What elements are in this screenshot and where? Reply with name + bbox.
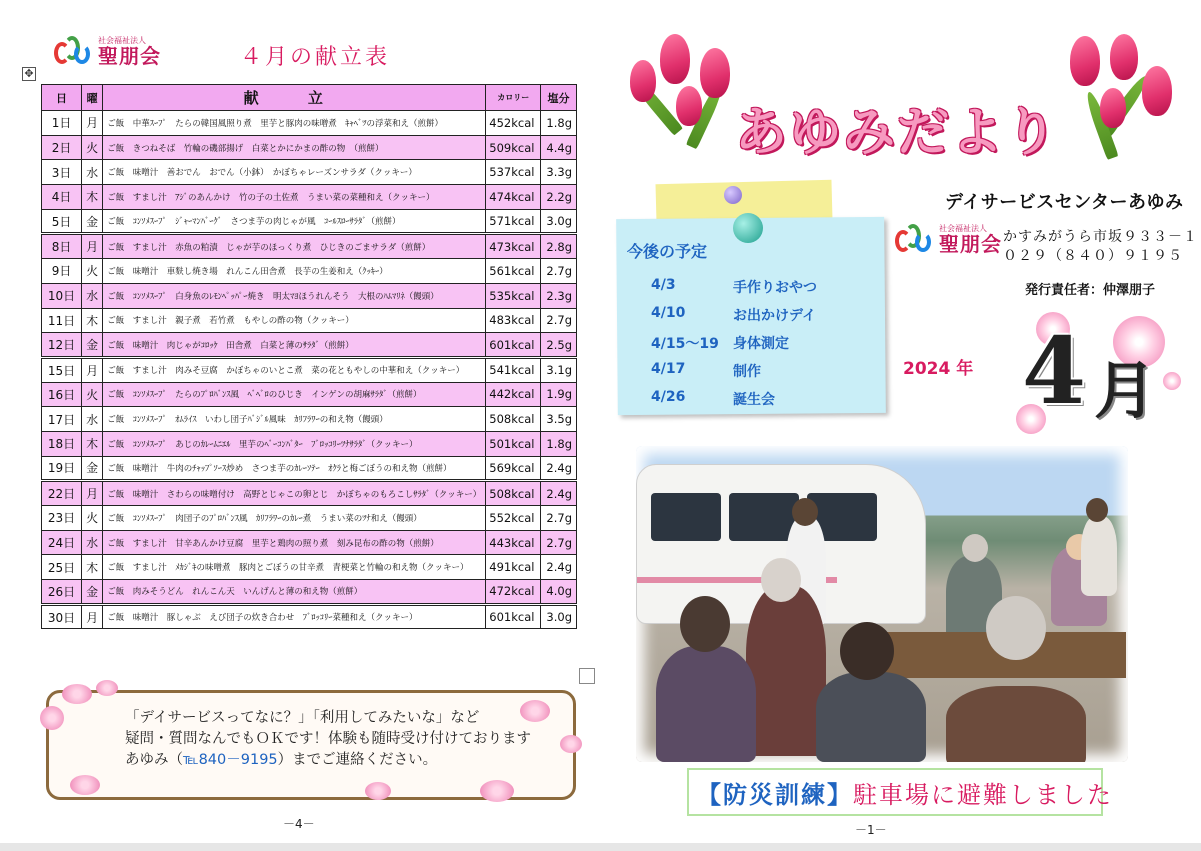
menu-weekday: 木 (82, 431, 103, 456)
menu-salt: 3.0g (541, 209, 577, 234)
menu-row (42, 431, 577, 456)
tulip-icon (1070, 36, 1100, 86)
menu-day: 10日 (42, 283, 82, 308)
menu-calories: 552kcal (486, 506, 541, 531)
menu-day: 5日 (42, 209, 82, 234)
menu-row (42, 407, 577, 432)
schedule-event: 手作りおやつ (733, 280, 817, 296)
event-photo (636, 446, 1128, 762)
menu-salt: 1.8g (541, 431, 577, 456)
menu-weekday: 金 (82, 333, 103, 358)
bottom-scrollbar[interactable] (0, 843, 1201, 851)
menu-day: 9日 (42, 259, 82, 284)
menu-items: ご飯 すまし汁 ｱｼﾞのあんかけ 竹の子の土佐煮 うまい菜の菜種和え（クッキー） (103, 185, 486, 210)
pushpin-icon (733, 213, 763, 243)
tulip-icon (1142, 66, 1172, 116)
menu-salt: 2.2g (541, 185, 577, 210)
blossom-icon (70, 775, 100, 795)
menu-items: ご飯 肉みそうどん れんこん天 いんげんと薄の和え物（煎餅） (103, 580, 486, 605)
menu-items: ご飯 ｺﾝｿﾒｽｰﾌﾟ あじのｶﾚｰﾑﾆｴﾙ 里芋のﾍﾞｰｺﾝﾊﾞﾀｰ ﾌﾞﾛｯｺﾘｰﾂﾅｻﾗﾀﾞ（クッキー） (103, 431, 486, 456)
menu-row (42, 530, 577, 555)
menu-weekday: 火 (82, 506, 103, 531)
menu-weekday: 月 (82, 234, 103, 259)
schedule-event: 制作 (733, 364, 761, 380)
schedule-date: 4/15～19 (651, 336, 719, 352)
menu-salt: 4.4g (541, 135, 577, 160)
menu-row (42, 506, 577, 531)
month-suffix: 月 (1094, 354, 1157, 427)
menu-items: ご飯 味噌汁 肉じゃがｺﾛｯｹ 田舎煮 白菜と薄のｻﾗﾀﾞ（煎餅） (103, 333, 486, 358)
menu-items: ご飯 すまし汁 赤魚の粕漬 じゃが芋のほっくり煮 ひじきのごまサラダ（煎餅） (103, 234, 486, 259)
menu-row (42, 185, 577, 210)
menu-day: 24日 (42, 530, 82, 555)
menu-calories: 509kcal (486, 135, 541, 160)
menu-salt: 2.7g (541, 308, 577, 333)
menu-row (42, 580, 577, 605)
menu-day: 4日 (42, 185, 82, 210)
menu-day: 2日 (42, 135, 82, 160)
menu-row (42, 234, 577, 259)
menu-items: ご飯 ｺﾝｿﾒｽｰﾌﾟ ｵﾑﾗｲｽ いわし団子ﾊﾞｼﾞﾙ風味 ｶﾘﾌﾗﾜｰの和え物（饅頭） (103, 407, 486, 432)
menu-items: ご飯 ｺﾝｿﾒｽｰﾌﾟ たらのﾌﾟﾛﾊﾞﾝｽ風 ﾍﾞﾍﾞﾛのひじき インゲンの胡麻ｻﾗﾀﾞ（煎餅） (103, 382, 486, 407)
menu-row (42, 604, 577, 629)
menu-items: ご飯 味噌汁 さわらの味噌付け 高野とじゃこの卵とじ かぼちゃのもろこしｻﾗﾀﾞ（クッキー） (103, 481, 486, 506)
notice-line-3: あゆみ（℡840－9195）までご連絡ください。 (125, 752, 438, 768)
menu-items: ご飯 すまし汁 親子煮 若竹煮 もやしの酢の物（クッキー） (103, 308, 486, 333)
schedule-date: 4/17 (651, 361, 686, 377)
logo-org-type: 社会福祉法人 (939, 223, 987, 233)
notice-line-2: 疑問・質問なんでもＯＫです！体験も随時受け付けております (125, 731, 531, 747)
right-page-number: －1－ (855, 823, 887, 837)
menu-weekday: 月 (82, 481, 103, 506)
menu-row (42, 111, 577, 136)
menu-salt: 2.4g (541, 555, 577, 580)
header-dow: 曜 (82, 85, 103, 111)
menu-items: ご飯 ｺﾝｿﾒｽｰﾌﾟ ｼﾞｬｰﾏﾝﾊﾞｰｸﾞ さつま芋の肉じゃが風 ｺｰﾙｽﾛｰｻﾗﾀﾞ（煎餅） (103, 209, 486, 234)
menu-calories: 474kcal (486, 185, 541, 210)
logo-org-name: 聖朋会 (98, 43, 161, 68)
year: 2024 年 (903, 359, 974, 379)
menu-day: 1日 (42, 111, 82, 136)
tulip-icon (660, 34, 690, 84)
menu-salt: 2.5g (541, 333, 577, 358)
menu-weekday: 水 (82, 530, 103, 555)
menu-calories: 442kcal (486, 382, 541, 407)
caption-tag: 【防災訓練】 (697, 781, 853, 809)
photo-caption (697, 775, 1113, 810)
menu-weekday: 月 (82, 357, 103, 382)
menu-calories: 571kcal (486, 209, 541, 234)
menu-items: ご飯 すまし汁 ﾒｶｼﾞｷの味噌煮 豚肉とごぼうの甘辛煮 青梗菜と竹輪の和え物（クッキー） (103, 555, 486, 580)
menu-items: ご飯 すまし汁 甘辛あんかけ豆腐 里芋と鶏肉の照り煮 刻み昆布の酢の物（煎餅） (103, 530, 486, 555)
pushpin-icon (724, 186, 742, 204)
notice-line-1: 「デイサービスってなに？」「利用してみたいな」など (125, 710, 480, 726)
menu-calories: 535kcal (486, 283, 541, 308)
notice-phone: ℡840－9195 (183, 752, 278, 768)
menu-items: ご飯 味噌汁 車麩し焼き場 れんこん田舎煮 長芋の生姜和え（ｸｯｷｰ） (103, 259, 486, 284)
menu-day: 22日 (42, 481, 82, 506)
menu-weekday: 火 (82, 259, 103, 284)
publisher: 発行責任者：仲澤朋子 (1025, 283, 1156, 298)
menu-salt: 2.7g (541, 530, 577, 555)
menu-items: ご飯 味噌汁 牛肉のﾁｬｯﾌﾟｿｰｽ炒め さつま芋のｶﾚｰｿﾃｰ ｵｸﾗと梅ごぼうの和え物（煎餅） (103, 456, 486, 481)
menu-row (42, 135, 577, 160)
logo-org-name: 聖朋会 (939, 231, 1002, 256)
menu-day: 11日 (42, 308, 82, 333)
schedule-date: 4/10 (651, 305, 686, 321)
menu-calories: 472kcal (486, 580, 541, 605)
table-move-handle-icon[interactable]: ✥ (22, 67, 36, 81)
menu-day: 26日 (42, 580, 82, 605)
menu-weekday: 金 (82, 456, 103, 481)
table-resize-handle[interactable] (579, 668, 595, 684)
menu-day: 16日 (42, 382, 82, 407)
menu-weekday: 金 (82, 580, 103, 605)
menu-calories: 601kcal (486, 604, 541, 629)
menu-calories: 508kcal (486, 481, 541, 506)
menu-salt: 2.3g (541, 283, 577, 308)
menu-weekday: 水 (82, 407, 103, 432)
menu-salt: 1.8g (541, 111, 577, 136)
menu-row (42, 382, 577, 407)
menu-row (42, 555, 577, 580)
menu-calories: 569kcal (486, 456, 541, 481)
logo-org-type: 社会福祉法人 (98, 35, 146, 45)
menu-row (42, 456, 577, 481)
menu-salt: 1.9g (541, 382, 577, 407)
header-day: 日 (42, 85, 82, 111)
tulip-icon (1100, 88, 1126, 128)
menu-calories: 452kcal (486, 111, 541, 136)
right-logo (893, 222, 1002, 256)
menu-calories: 508kcal (486, 407, 541, 432)
menu-day: 3日 (42, 160, 82, 185)
menu-row (42, 209, 577, 234)
menu-calories: 537kcal (486, 160, 541, 185)
menu-calories: 601kcal (486, 333, 541, 358)
menu-calories: 443kcal (486, 530, 541, 555)
menu-weekday: 水 (82, 283, 103, 308)
logo-icon (893, 222, 935, 256)
address: かすみがうら市坂９３３－１ (1003, 229, 1198, 245)
menu-weekday: 木 (82, 555, 103, 580)
menu-table (41, 84, 577, 629)
menu-calories: 561kcal (486, 259, 541, 284)
menu-items: ご飯 すまし汁 肉みそ豆腐 かぼちゃのいとこ煮 菜の花ともやしの中華和え（クッキー） (103, 357, 486, 382)
menu-weekday: 金 (82, 209, 103, 234)
menu-table-body (42, 111, 577, 629)
schedule-event: お出かけデイ (733, 308, 817, 324)
schedule-date: 4/3 (651, 277, 676, 293)
menu-salt: 3.1g (541, 357, 577, 382)
menu-row (42, 259, 577, 284)
menu-salt: 2.4g (541, 456, 577, 481)
blossom-icon (480, 780, 514, 802)
blossom-icon (96, 680, 118, 696)
menu-day: 15日 (42, 357, 82, 382)
schedule-event: 誕生会 (733, 392, 775, 408)
blossom-icon (560, 735, 582, 753)
newsletter-title: あゆみだより (735, 103, 1060, 163)
header-salt: 塩分 (541, 85, 577, 111)
sakura-icon (1163, 372, 1181, 390)
menu-weekday: 水 (82, 160, 103, 185)
menu-day: 8日 (42, 234, 82, 259)
menu-items: ご飯 中華ｽｰﾌﾟ たらの韓国風照り煮 里芋と豚肉の味噌煮 ｷｬﾍﾞﾂの浮菜和え（煎餅） (103, 111, 486, 136)
menu-day: 17日 (42, 407, 82, 432)
menu-salt: 3.3g (541, 160, 577, 185)
menu-day: 18日 (42, 431, 82, 456)
menu-salt: 3.5g (541, 407, 577, 432)
menu-items: ご飯 ｺﾝｿﾒｽｰﾌﾟ 白身魚のﾚﾓﾝﾍﾟｯﾊﾟｰ焼き 明太ﾏﾖほうれんそう 大根のﾊﾑﾏﾘﾈ（饅頭） (103, 283, 486, 308)
menu-row (42, 308, 577, 333)
left-logo (52, 34, 161, 68)
logo-icon (52, 34, 94, 68)
center-name: デイサービスセンターあゆみ (945, 192, 1184, 213)
phone: ０２９（８４０）９１９５ (1003, 248, 1183, 264)
blossom-icon (40, 706, 64, 730)
menu-calories: 483kcal (486, 308, 541, 333)
header-kcal: カロリー (486, 85, 541, 111)
menu-items: ご飯 味噌汁 豚しゃぶ えび団子の炊き合わせ ﾌﾞﾛｯｺﾘｰ菜種和え（クッキー） (103, 604, 486, 629)
menu-calories: 473kcal (486, 234, 541, 259)
menu-salt: 2.8g (541, 234, 577, 259)
tulip-icon (676, 86, 702, 126)
menu-weekday: 月 (82, 604, 103, 629)
menu-day: 23日 (42, 506, 82, 531)
menu-weekday: 木 (82, 308, 103, 333)
menu-salt: 4.0g (541, 580, 577, 605)
notice-text (125, 708, 531, 771)
menu-row (42, 357, 577, 382)
menu-weekday: 木 (82, 185, 103, 210)
menu-items: ご飯 きつねそば 竹輪の磯部揚げ 白菜とかにかまの酢の物 （煎餅） (103, 135, 486, 160)
menu-row (42, 481, 577, 506)
schedule-event: 身体測定 (733, 336, 789, 352)
menu-row (42, 333, 577, 358)
tulip-icon (700, 48, 730, 98)
menu-items: ご飯 ｺﾝｿﾒｽｰﾌﾟ 肉団子のﾌﾟﾛﾊﾞﾝｽ風 ｶﾘﾌﾗﾜｰのｶﾚｰ煮 うまい菜のﾂﾅ和え（饅頭） (103, 506, 486, 531)
menu-weekday: 火 (82, 135, 103, 160)
menu-calories: 541kcal (486, 357, 541, 382)
menu-items: ご飯 味噌汁 善おでん おでん（小鉢） かぼちゃレーズンサラダ（クッキー） (103, 160, 486, 185)
header-menu: 献 立 (103, 85, 486, 111)
schedule-date: 4/26 (651, 389, 686, 405)
month-number: 4 (1022, 317, 1087, 425)
menu-day: 19日 (42, 456, 82, 481)
tulip-icon (630, 60, 656, 102)
menu-salt: 2.4g (541, 481, 577, 506)
menu-row (42, 283, 577, 308)
menu-calories: 501kcal (486, 431, 541, 456)
menu-salt: 2.7g (541, 259, 577, 284)
org-contact (1003, 228, 1198, 266)
menu-salt: 3.0g (541, 604, 577, 629)
menu-calories: 491kcal (486, 555, 541, 580)
menu-weekday: 火 (82, 382, 103, 407)
menu-row (42, 160, 577, 185)
menu-title: ４月の献立表 (240, 45, 391, 70)
blossom-icon (365, 782, 391, 800)
blossom-icon (62, 684, 92, 704)
caption-text: 駐車場に避難しました (853, 781, 1113, 809)
menu-day: 12日 (42, 333, 82, 358)
menu-salt: 2.7g (541, 506, 577, 531)
tulip-icon (1110, 34, 1138, 80)
menu-day: 30日 (42, 604, 82, 629)
menu-table-header (42, 85, 577, 111)
menu-day: 25日 (42, 555, 82, 580)
menu-weekday: 月 (82, 111, 103, 136)
left-page-number: －4－ (283, 817, 315, 831)
schedule-title: 今後の予定 (627, 242, 708, 261)
